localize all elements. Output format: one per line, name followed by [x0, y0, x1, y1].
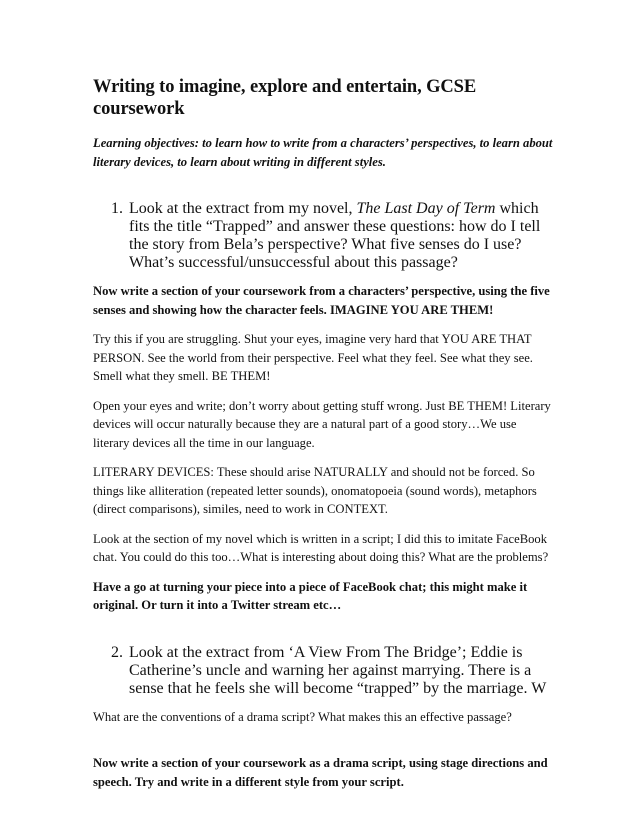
instruction-drama-script: Now write a section of your coursework as a drama script, using stage directions and speech. Try and write in a different style from your script.: [93, 756, 548, 789]
instruction-facebook-chat: Have a go at turning your piece into a piece of FaceBook chat; this might make it original. Or turn it into a Twitter stream etc…: [93, 579, 528, 612]
numbered-list-2: [93, 644, 553, 698]
document-title: Writing to imagine, explore and entertain, GCSE coursework: [93, 77, 477, 119]
paragraph-literary-devices: LITERARY DEVICES: These should arise NATURALLY and should not be forced. So things like alliteration (repeated letter sounds), onomatopoeia (sound words), metaphors (direct comparisons), similes, need to work in CONTEXT.: [93, 465, 537, 516]
paragraph-drama-conventions: What are the conventions of a drama script? What makes this an effective passage?: [93, 709, 512, 724]
numbered-list-1: [93, 200, 553, 272]
list-item-2: [93, 644, 553, 698]
item1-text-before: Look at the extract from my novel,: [129, 200, 357, 217]
paragraph-facebook-script: Look at the section of my novel which is written in a script; I did this to imitate FaceBook chat. You could do this too…What is interesting about doing this? What are the problems?: [93, 531, 549, 564]
learning-objectives: Learning objectives: to learn how to write from a characters’ perspectives, to learn about literary devices, to learn about writing in different styles.: [93, 136, 553, 169]
instruction-perspective: Now write a section of your coursework from a characters’ perspective, using the five senses and showing how the character feels. IMAGINE YOU ARE THEM!: [93, 284, 550, 317]
list-item-1: [93, 200, 553, 272]
paragraph-struggling: Try this if you are struggling. Shut your eyes, imagine very hard that YOU ARE THAT PERSON. See the world from their perspective. Feel what they feel. See what they see. Smell what they smell. BE THEM!: [93, 332, 533, 383]
document-page: [93, 76, 553, 791]
item2-text: Look at the extract from ‘A View From The Bridge’; Eddie is Catherine’s uncle and warning her against marrying. There is a sense that he feels she will become “trapped” by the marriage. W: [129, 643, 547, 697]
paragraph-open-eyes: Open your eyes and write; don’t worry about getting stuff wrong. Just BE THEM! Literary devices will occur naturally because they are a natural part of a good story…We use literary devices all the time in our language.: [93, 398, 551, 450]
novel-title: The Last Day of Term: [356, 200, 496, 217]
item1-text-after: which fits the title “Trapped” and answer these questions: how do I tell the story from Bela’s perspective? What five senses do I use? What’s successful/unsuccessful about this passage?: [129, 200, 541, 271]
list-number-2: 2.: [111, 643, 123, 661]
list-number-1: 1.: [111, 200, 123, 217]
